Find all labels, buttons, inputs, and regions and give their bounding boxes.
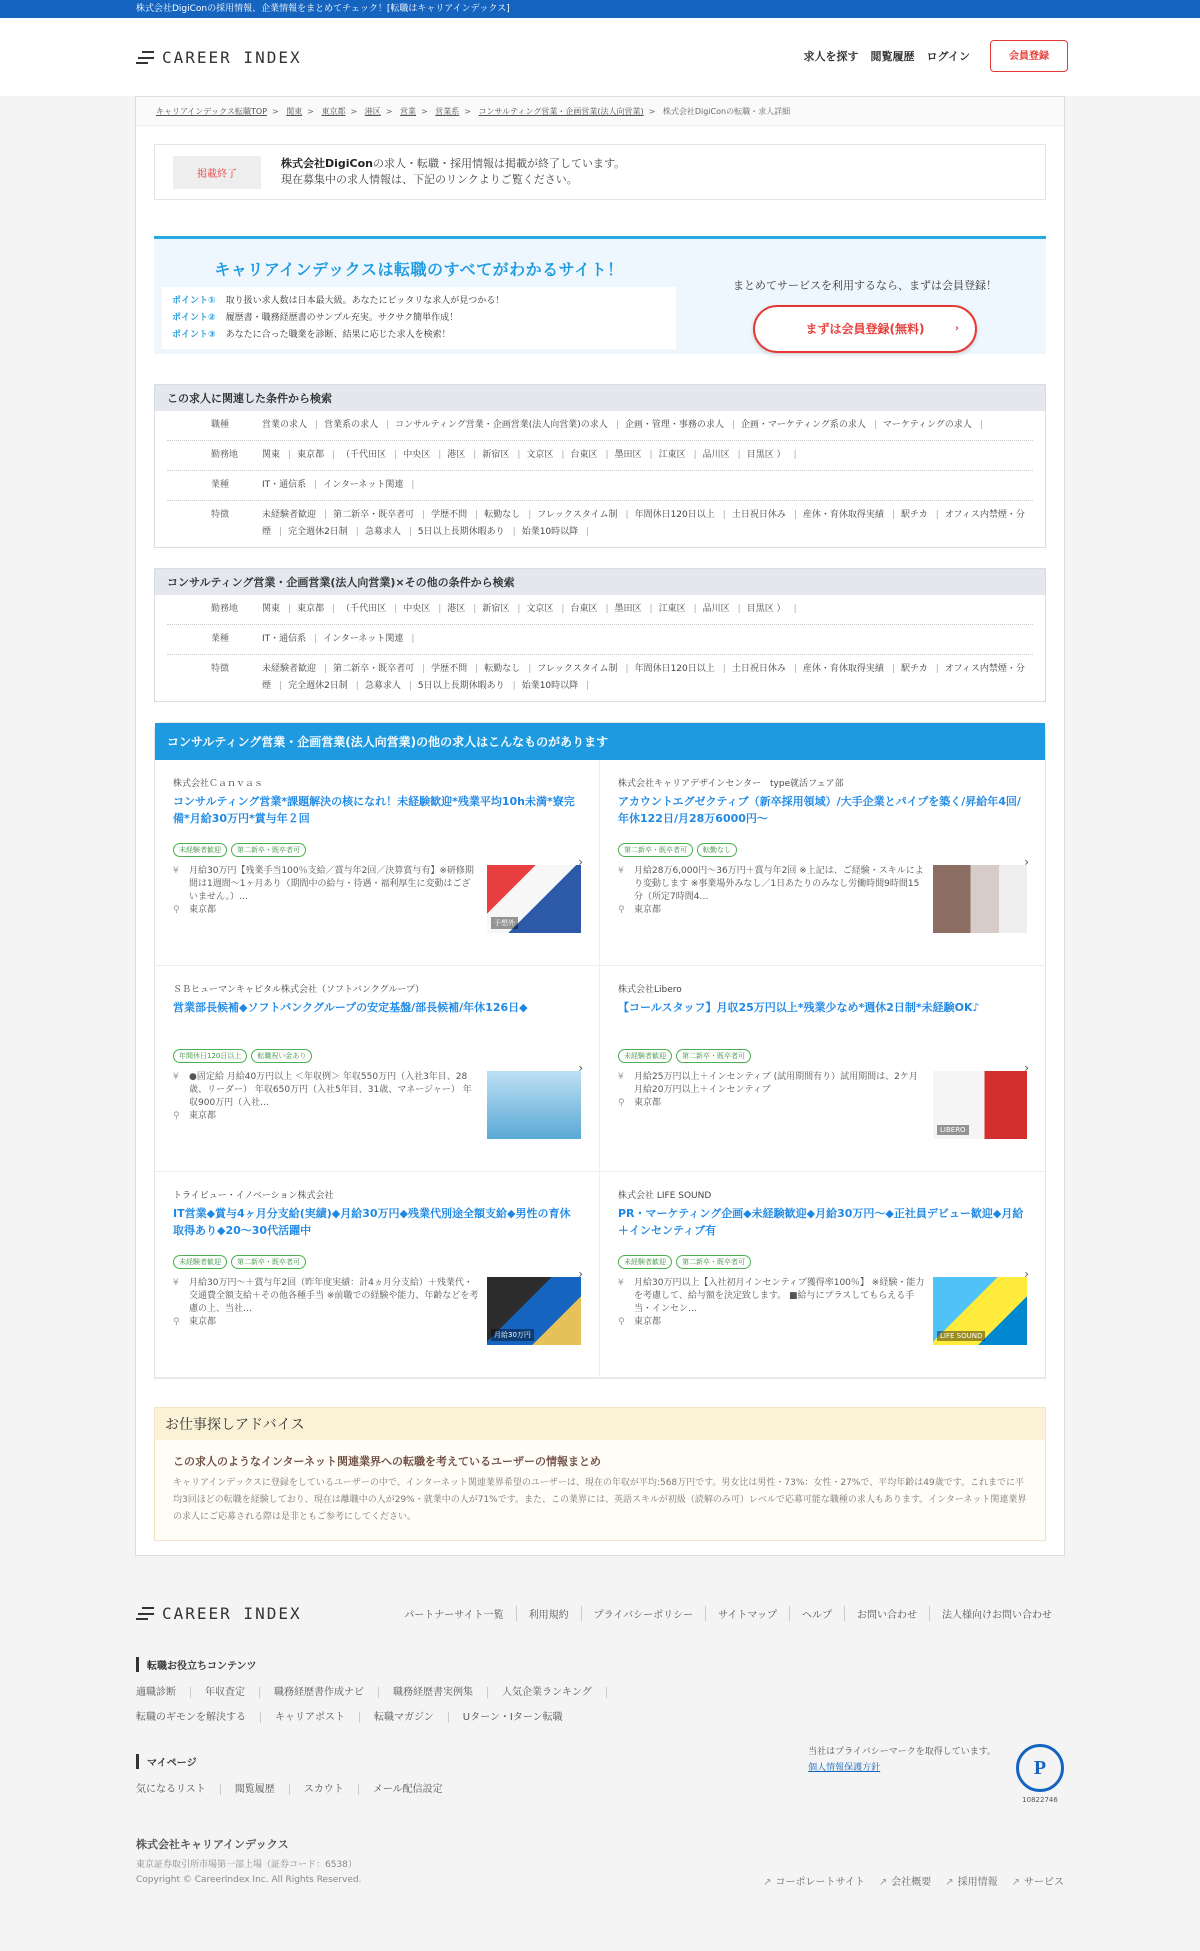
chevron-right-icon[interactable]: › <box>578 855 583 869</box>
job-image-caption: 予想外 <box>491 917 518 929</box>
useful-link[interactable]: 転職のギモンを解決する <box>136 1712 261 1723</box>
useful-link[interactable]: 適職診断 <box>136 1687 191 1698</box>
job-image[interactable] <box>487 865 581 933</box>
job-location: 東京都 <box>189 1317 217 1327</box>
chevron-right-icon[interactable]: › <box>1024 1267 1029 1281</box>
company-name: 株式会社キャリアインデックス <box>136 1838 289 1851</box>
job-tags <box>173 1255 581 1269</box>
useful-link[interactable]: キャリアポスト <box>275 1712 360 1723</box>
search-link[interactable]: 墨田区 | <box>615 450 653 460</box>
other-search-section <box>154 568 1046 702</box>
search-link[interactable]: 関東 | <box>262 450 291 460</box>
promo-register-button[interactable]: まずは会員登録(無料) › <box>753 305 977 353</box>
search-link[interactable]: 港区 | <box>447 450 476 460</box>
search-link[interactable]: IT・通信系 | <box>262 480 317 490</box>
footer-link[interactable]: サイトマップ <box>705 1606 789 1621</box>
yen-icon: ¥ <box>173 1278 179 1288</box>
search-link[interactable]: 文京区 | <box>526 450 564 460</box>
job-tag: 第二新卒・既卒者可 <box>618 843 693 857</box>
search-link[interactable]: 中央区 | <box>403 604 441 614</box>
corp-link[interactable]: ↗ コーポレートサイト <box>763 1873 865 1888</box>
breadcrumb: キャリアインデックス転職TOP > 関東 > 東京都 > 港区 > 営業 > 営業系 > コンサルティング営業・企画営業(法人向営業) > 株式会社DigiConの転職・求人詳細 <box>136 97 1064 126</box>
search-link[interactable]: 品川区 | <box>703 604 741 614</box>
search-link[interactable]: 第二新卒・既卒者可 | <box>333 510 425 520</box>
ended-badge: 掲載終了 <box>173 156 261 189</box>
job-details <box>173 1277 479 1345</box>
job-image[interactable] <box>487 1071 581 1139</box>
job-details <box>618 865 925 933</box>
related-row: 職種 営業の求人 | 営業系の求人 | コンサルティング営業・企画営業(法人向営業)の求人 | 企画・管理・事務の求人 | 企画・マーケティング系の求人 | マーケティングの求人 | <box>167 411 1033 441</box>
nav-search-jobs[interactable]: 求人を探す <box>803 50 859 63</box>
search-link[interactable]: 年間休日120日以上 | <box>635 664 726 674</box>
job-tags <box>618 1049 1027 1063</box>
search-link[interactable]: インターネット関連 | <box>323 480 414 490</box>
promo-title: キャリアインデックスは転職のすべてがわかるサイト！ <box>214 260 624 279</box>
footer-link[interactable]: プライバシーポリシー <box>581 1606 706 1621</box>
advice-body: キャリアインデックスに登録をしているユーザーの中で、インターネット関連業界希望のユーザーは、現在の年収が平均:568万円です。男女比は男性・73%：女性・27%で、平均年齢は49歳です。これまでに平均3回ほどの転職を経験しており、現在は離職中の人が29%・就業中の人が71%です。また、この業界には、英語スキルが初級（読解のみ可）レベルで応募可能な職種の求人もあります。インターネット関連業界の求人にご応募される際は是非ともご参考にしてください。 <box>173 1478 1027 1522</box>
job-card[interactable] <box>600 966 1045 1172</box>
job-title-link[interactable]: IT営業◆賞与4ヶ月分支給(実績)◆月給30万円◆残業代別途全額支給◆男性の育休取得あり◆20～30代活躍中 <box>173 1207 571 1237</box>
breadcrumb-item[interactable]: 港区 <box>364 107 381 116</box>
search-link[interactable]: 品川区 | <box>703 450 741 460</box>
search-link[interactable]: オフィス内禁煙・分煙 | <box>262 510 1025 537</box>
search-link[interactable]: 第二新卒・既卒者可 | <box>333 664 425 674</box>
search-link[interactable]: 転勤なし | <box>484 664 531 674</box>
job-title-link[interactable]: コンサルティング営業*課題解決の核になれ！未経験歓迎*残業平均10h未満*寮完備*月給30万円*賞与年２回 <box>173 795 575 825</box>
job-details <box>618 1071 925 1139</box>
chevron-right-icon[interactable]: › <box>1024 855 1029 869</box>
search-link[interactable]: 転勤なし | <box>484 510 531 520</box>
job-title-link[interactable]: アカウントエグゼクティブ（新卒採用領域）/大手企業とパイプを築く/昇給年4回/年休122日/月28万6000円～ <box>618 795 1021 825</box>
promo-point: ポイント① 取り扱い求人数は日本最大級。あなたにピッタリな求人が見つかる！ <box>172 296 505 306</box>
promo-points <box>162 287 676 349</box>
search-link[interactable]: 産休・育休取得実績 | <box>803 664 895 674</box>
nav-login[interactable]: ログイン <box>926 50 970 63</box>
other-search-title: コンサルティング営業・企画営業(法人向営業)×その他の条件から検索 <box>155 569 1045 595</box>
mypage-link[interactable]: 閲覧履歴 <box>235 1784 290 1795</box>
job-salary: 月給25万円以上＋インセンティブ (試用期間有り）試用期間は、2ケ月 月給20万円以上＋インセンティブ <box>634 1072 927 1095</box>
related-search-section <box>154 384 1046 548</box>
useful-link[interactable]: 年収査定 <box>205 1687 260 1698</box>
job-company: 株式会社Libero <box>618 985 682 995</box>
job-tag: 年間休日120日以上 <box>173 1049 247 1063</box>
footer-link[interactable]: ヘルプ <box>789 1606 844 1621</box>
promo-point: ポイント③ あなたに合った職業を診断、結果に応じた求人を検索！ <box>172 330 451 340</box>
search-link[interactable]: 台東区 | <box>570 604 608 614</box>
footer-link[interactable]: お問い合わせ <box>844 1606 929 1621</box>
search-link[interactable]: インターネット関連 | <box>323 634 414 644</box>
logo-icon <box>136 51 154 64</box>
job-tags <box>618 843 1027 857</box>
useful-link[interactable]: Uターン・Iターン転職 <box>462 1712 563 1723</box>
advice-title: お仕事探しアドバイス <box>155 1408 1045 1440</box>
search-link[interactable]: 営業系の求人 | <box>324 420 389 430</box>
job-image[interactable] <box>933 1071 1027 1139</box>
corp-link[interactable]: ↗ 採用情報 <box>945 1873 997 1888</box>
corp-link[interactable]: ↗ 会社概要 <box>879 1873 931 1888</box>
location-pin-icon: ⚲ <box>618 1317 625 1327</box>
promo-right <box>684 239 1046 354</box>
useful-title: 転職お役立ちコンテンツ <box>136 1657 1064 1672</box>
related-row: 業種 IT・通信系 | インターネット関連 | <box>167 471 1033 501</box>
search-link[interactable]: フレックスタイム制 | <box>537 510 628 520</box>
search-link[interactable]: 墨田区 | <box>615 604 653 614</box>
job-location: 東京都 <box>634 905 662 915</box>
search-link[interactable]: 目黒区 ） | <box>747 604 797 614</box>
location-pin-icon: ⚲ <box>173 1317 180 1327</box>
job-title-link[interactable]: 営業部長候補◆ソフトバンクグループの安定基盤/部長候補/年休126日◆ <box>173 1001 528 1014</box>
header-nav <box>804 40 1068 72</box>
nav-history[interactable]: 閲覧履歴 <box>870 50 915 63</box>
breadcrumb-item[interactable]: コンサルティング営業・企画営業(法人向営業) <box>478 107 644 116</box>
yen-icon: ¥ <box>618 1072 624 1082</box>
pmark-number: 10822746 <box>1022 1796 1058 1804</box>
useful-links <box>136 1680 1064 1730</box>
related-row: 勤務地 関東 | 東京都 | （千代田区 | 中央区 | 港区 | 新宿区 | 文京区 | 台東区 | 墨田区 | 江東区 | 品川区 | 目黒区 ） | <box>167 441 1033 471</box>
corp-link[interactable]: ↗ サービス <box>1012 1873 1064 1888</box>
job-tag: 未経験者歓迎 <box>618 1255 672 1269</box>
search-link[interactable]: 江東区 | <box>659 450 697 460</box>
location-pin-icon: ⚲ <box>173 1111 180 1121</box>
job-location: 東京都 <box>634 1098 662 1108</box>
footer <box>0 1576 1200 1918</box>
job-image[interactable] <box>487 1277 581 1345</box>
job-card[interactable] <box>600 760 1045 966</box>
other-row: 特徴 未経験者歓迎 | 第二新卒・既卒者可 | 学歴不問 | 転勤なし | フレックスタイム制 | 年間休日120日以上 | 土日祝日休み | 産休・育休取得実績 | 駅チカ | オフィス内禁煙・分煙 | 完全週休2日制 | 急募求人 | 5日以上長期休暇あり | 始業10時以降 | <box>167 655 1033 701</box>
job-tag: 第二新卒・既卒者可 <box>676 1049 751 1063</box>
corp-links <box>763 1873 1064 1888</box>
job-salary: 月給30万円【残業手当100％支給／賞与年2回／決算賞与有】※研修期間は1週間〜1ヶ月あり（期間中の給与・待遇・福利厚生に変動はございません。）… <box>189 866 474 902</box>
useful-link[interactable]: 職務経歴書実例集 <box>393 1687 488 1698</box>
useful-link[interactable]: 転職マガジン <box>374 1712 449 1723</box>
search-link[interactable]: 企画・管理・事務の求人 | <box>625 420 735 430</box>
search-link[interactable]: 産休・育休取得実績 | <box>803 510 895 520</box>
search-link[interactable]: 未経験者歓迎 | <box>262 664 327 674</box>
other-row: 業種 IT・通信系 | インターネット関連 | <box>167 625 1033 655</box>
search-link[interactable]: 完全週休2日制 | <box>288 681 359 691</box>
job-company: 株式会社 LIFE SOUND <box>618 1191 712 1201</box>
job-location: 東京都 <box>634 1317 662 1327</box>
yen-icon: ¥ <box>173 866 179 876</box>
job-tag: 第二新卒・既卒者可 <box>676 1255 751 1269</box>
chevron-right-icon[interactable]: › <box>578 1061 583 1075</box>
promo-right-text: まとめてサービスを利用するなら、まずは会員登録！ <box>733 279 997 292</box>
privacy-block <box>808 1744 1064 1808</box>
useful-link[interactable]: 人気企業ランキング <box>502 1687 607 1698</box>
search-link[interactable]: 港区 | <box>447 604 476 614</box>
job-tag: 未経験者歓迎 <box>618 1049 672 1063</box>
job-company: 株式会社Ｃａｎｖａｓ <box>173 779 264 789</box>
search-link[interactable]: 学歴不問 | <box>431 510 478 520</box>
search-link[interactable]: 年間休日120日以上 | <box>635 510 726 520</box>
chevron-right-icon[interactable]: › <box>578 1267 583 1281</box>
search-link[interactable]: 始業10時以降 | <box>522 681 590 691</box>
breadcrumb-item[interactable]: 営業系 <box>435 107 460 116</box>
advice-subtitle: この求人のようなインターネット関連業界への転職を考えているユーザーの情報まとめ <box>173 1455 602 1468</box>
job-card[interactable] <box>155 1172 600 1378</box>
search-link[interactable]: 目黒区 ） | <box>747 450 797 460</box>
other-row: 勤務地 関東 | 東京都 | （千代田区 | 中央区 | 港区 | 新宿区 | 文京区 | 台東区 | 墨田区 | 江東区 | 品川区 | 目黒区 ） | <box>167 595 1033 625</box>
job-tag: 第二新卒・既卒者可 <box>231 843 306 857</box>
mypage-links <box>136 1777 471 1802</box>
job-card[interactable] <box>600 1172 1045 1378</box>
logo-text: CAREER INDEX <box>162 48 302 67</box>
search-link[interactable]: 江東区 | <box>659 604 697 614</box>
job-salary: 月給30万円以上【入社初月インセンティブ獲得率100％】 ※経験・能力を考慮して、給与額を決定致します。 ■給与にプラスしてもらえる手当・インセン… <box>634 1278 925 1314</box>
search-link[interactable]: 駅チカ | <box>901 664 939 674</box>
job-tags <box>173 1049 581 1063</box>
yen-icon: ¥ <box>618 1278 624 1288</box>
search-link[interactable]: 新宿区 | <box>482 450 520 460</box>
location-pin-icon: ⚲ <box>173 905 180 915</box>
job-salary: ●固定給 月給40万円以上 ＜年収例＞ 年収550万円（入社3年目、28歳、リーダー） 年収650万円（入社5年目、31歳、マネージャー） 年収900万円（入社… <box>189 1072 472 1108</box>
site-logo[interactable] <box>136 48 302 67</box>
job-title-link[interactable]: 【コールスタッフ】月収25万円以上*残業少なめ*週休2日制*未経験OK♪ <box>618 1001 980 1014</box>
privacy-mark-icon[interactable]: P <box>1016 1744 1064 1792</box>
job-image-caption: 月給30万円 <box>491 1329 534 1341</box>
job-salary: 月給30万円～＋賞与年2回（昨年度実績：計4ヵ月分支給）＋残業代・交通費全額支給＋その他各種手当 ※前職での経験や能力、年齢などを考慮の上、当社… <box>189 1278 479 1314</box>
search-link[interactable]: IT・通信系 | <box>262 634 317 644</box>
search-link[interactable]: 始業10時以降 | <box>522 527 590 537</box>
mypage-link[interactable]: スカウト <box>304 1784 359 1795</box>
footer-link[interactable]: パートナーサイト一覧 <box>404 1610 504 1621</box>
promo-point: ポイント② 履歴書・職務経歴書のサンプル充実。サクサク簡単作成！ <box>172 313 459 323</box>
search-link[interactable]: マーケティングの求人 | <box>883 420 983 430</box>
useful-link[interactable]: 職務経歴書作成ナビ <box>274 1687 379 1698</box>
ended-company: 株式会社DigiCon <box>281 157 374 170</box>
job-image[interactable] <box>933 865 1027 933</box>
job-tags <box>173 843 581 857</box>
chevron-right-icon: › <box>954 323 959 334</box>
job-tags <box>618 1255 1027 1269</box>
search-link[interactable]: 営業の求人 | <box>262 420 318 430</box>
job-details <box>173 1071 479 1139</box>
mypage-link[interactable]: メール配信設定 <box>372 1784 443 1795</box>
search-link[interactable]: 5日以上長期休暇あり | <box>418 681 516 691</box>
logo-icon <box>136 1607 154 1620</box>
job-details <box>173 865 479 933</box>
job-salary: 月給28万6,000円～36万円＋賞与年2回 ※上記は、ご経験・スキルにより変動します ※事業場外みなし／1日あたりのみなし労働時間9時間15分（所定7時間4… <box>634 866 924 902</box>
breadcrumb-item[interactable]: キャリアインデックス転職TOP <box>156 107 268 116</box>
breadcrumb-item[interactable]: 営業 <box>400 107 417 116</box>
other-jobs-section <box>154 722 1046 1379</box>
search-link[interactable]: 中央区 | <box>403 450 441 460</box>
search-link[interactable]: 東京都 | <box>297 450 335 460</box>
search-link[interactable]: 土日祝日休み | <box>732 510 797 520</box>
mypage-title: マイページ <box>136 1754 471 1769</box>
job-tag: 未経験者歓迎 <box>173 1255 227 1269</box>
search-link[interactable]: 新宿区 | <box>482 604 520 614</box>
location-pin-icon: ⚲ <box>618 1098 625 1108</box>
advice-section <box>154 1407 1046 1541</box>
search-link[interactable]: オフィス内禁煙・分煙 | <box>262 664 1025 691</box>
job-tag: 転勤なし <box>697 843 737 857</box>
job-company: 株式会社キャリアデザインセンター type就活フェア部 <box>618 779 844 789</box>
search-link[interactable]: コンサルティング営業・企画営業(法人向営業)の求人 | <box>395 420 619 430</box>
job-details <box>618 1277 925 1345</box>
search-link[interactable]: 文京区 | <box>526 604 564 614</box>
footer-links <box>392 1606 1064 1621</box>
search-link[interactable]: 学歴不問 | <box>431 664 478 674</box>
promo-left <box>154 239 684 354</box>
job-image-caption: LIBERO <box>937 1125 969 1135</box>
promo-banner <box>154 236 1046 354</box>
search-link[interactable]: 関東 | <box>262 604 291 614</box>
other-jobs-title: コンサルティング営業・企画営業(法人向営業)の他の求人はこんなものがあります <box>155 723 1045 760</box>
related-row: 特徴 未経験者歓迎 | 第二新卒・既卒者可 | 学歴不問 | 転勤なし | フレックスタイム制 | 年間休日120日以上 | 土日祝日休み | 産休・育休取得実績 | 駅チカ | オフィス内禁煙・分煙 | 完全週休2日制 | 急募求人 | 5日以上長期休暇あり | 始業10時以降 | <box>167 501 1033 547</box>
search-link[interactable]: 駅チカ | <box>901 510 939 520</box>
yen-icon: ¥ <box>618 866 624 876</box>
job-image-caption: LIFE SOUND <box>937 1331 985 1341</box>
search-link[interactable]: 完全週休2日制 | <box>288 527 359 537</box>
breadcrumb-item[interactable]: 東京都 <box>321 107 346 116</box>
search-link[interactable]: 土日祝日休み | <box>732 664 797 674</box>
breadcrumb-current: 株式会社DigiConの転職・求人詳細 <box>662 107 791 116</box>
job-location: 東京都 <box>189 905 217 915</box>
privacy-policy-link[interactable]: 個人情報保護方針 <box>808 1763 881 1773</box>
location-pin-icon: ⚲ <box>618 905 625 915</box>
job-tag: 転職祝い金あり <box>251 1049 312 1063</box>
job-tag: 第二新卒・既卒者可 <box>231 1255 306 1269</box>
related-search-title: この求人に関連した条件から検索 <box>155 385 1045 411</box>
ended-line1: の求人・転職・採用情報は掲載が終了しています。 <box>373 157 626 170</box>
main-container <box>135 96 1065 1556</box>
search-link[interactable]: 5日以上長期休暇あり | <box>418 527 516 537</box>
footer-logo[interactable]: CAREER INDEX <box>136 1604 302 1623</box>
search-link[interactable]: フレックスタイム制 | <box>537 664 628 674</box>
ended-text <box>281 156 625 188</box>
breadcrumb-item[interactable]: 関東 <box>286 107 303 116</box>
ended-line2: 現在募集中の求人情報は、下記のリンクよりご覧ください。 <box>281 173 578 186</box>
search-link[interactable]: 急募求人 | <box>365 681 412 691</box>
jobs-grid <box>155 760 1045 1378</box>
job-title-link[interactable]: PR・マーケティング企画◆未経験歓迎◆月給30万円～◆正社員デビュー歓迎◆月給＋インセンティブ有 <box>618 1207 1024 1237</box>
privacy-text: 当社はプライバシーマークを取得しています。 <box>808 1747 996 1757</box>
header <box>0 18 1200 96</box>
topbar: 株式会社DigiConの採用情報、企業情報をまとめてチェック！[転職はキャリアインデックス] <box>0 0 1200 18</box>
company-info: 東京証券取引所市場第一部上場（証券コード：6538） Copyright © CareerIndex Inc. All Rights Reserved. <box>136 1860 362 1885</box>
search-link[interactable]: 急募求人 | <box>365 527 412 537</box>
yen-icon: ¥ <box>173 1072 179 1082</box>
job-tag: 未経験者歓迎 <box>173 843 227 857</box>
search-link[interactable]: 東京都 | <box>297 604 335 614</box>
chevron-right-icon[interactable]: › <box>1024 1061 1029 1075</box>
mypage-link[interactable]: 気になるリスト <box>136 1784 221 1795</box>
job-card[interactable] <box>155 966 600 1172</box>
search-link[interactable]: （千代田区 | <box>341 604 397 614</box>
search-link[interactable]: 未経験者歓迎 | <box>262 510 327 520</box>
search-link[interactable]: （千代田区 | <box>341 450 397 460</box>
job-company: トライビュー・イノベーション株式会社 <box>173 1191 334 1201</box>
footer-link[interactable]: 法人様向けお問い合わせ <box>929 1606 1064 1621</box>
search-link[interactable]: 企画・マーケティング系の求人 | <box>741 420 877 430</box>
job-company: ＳＢヒューマンキャピタル株式会社（ソフトバンクグループ） <box>173 985 425 995</box>
register-button[interactable]: 会員登録 <box>990 40 1068 72</box>
ended-notice <box>154 144 1046 200</box>
search-link[interactable]: 台東区 | <box>570 450 608 460</box>
footer-link[interactable]: 利用規約 <box>516 1606 581 1621</box>
job-card[interactable] <box>155 760 600 966</box>
job-location: 東京都 <box>189 1111 217 1121</box>
job-image[interactable] <box>933 1277 1027 1345</box>
